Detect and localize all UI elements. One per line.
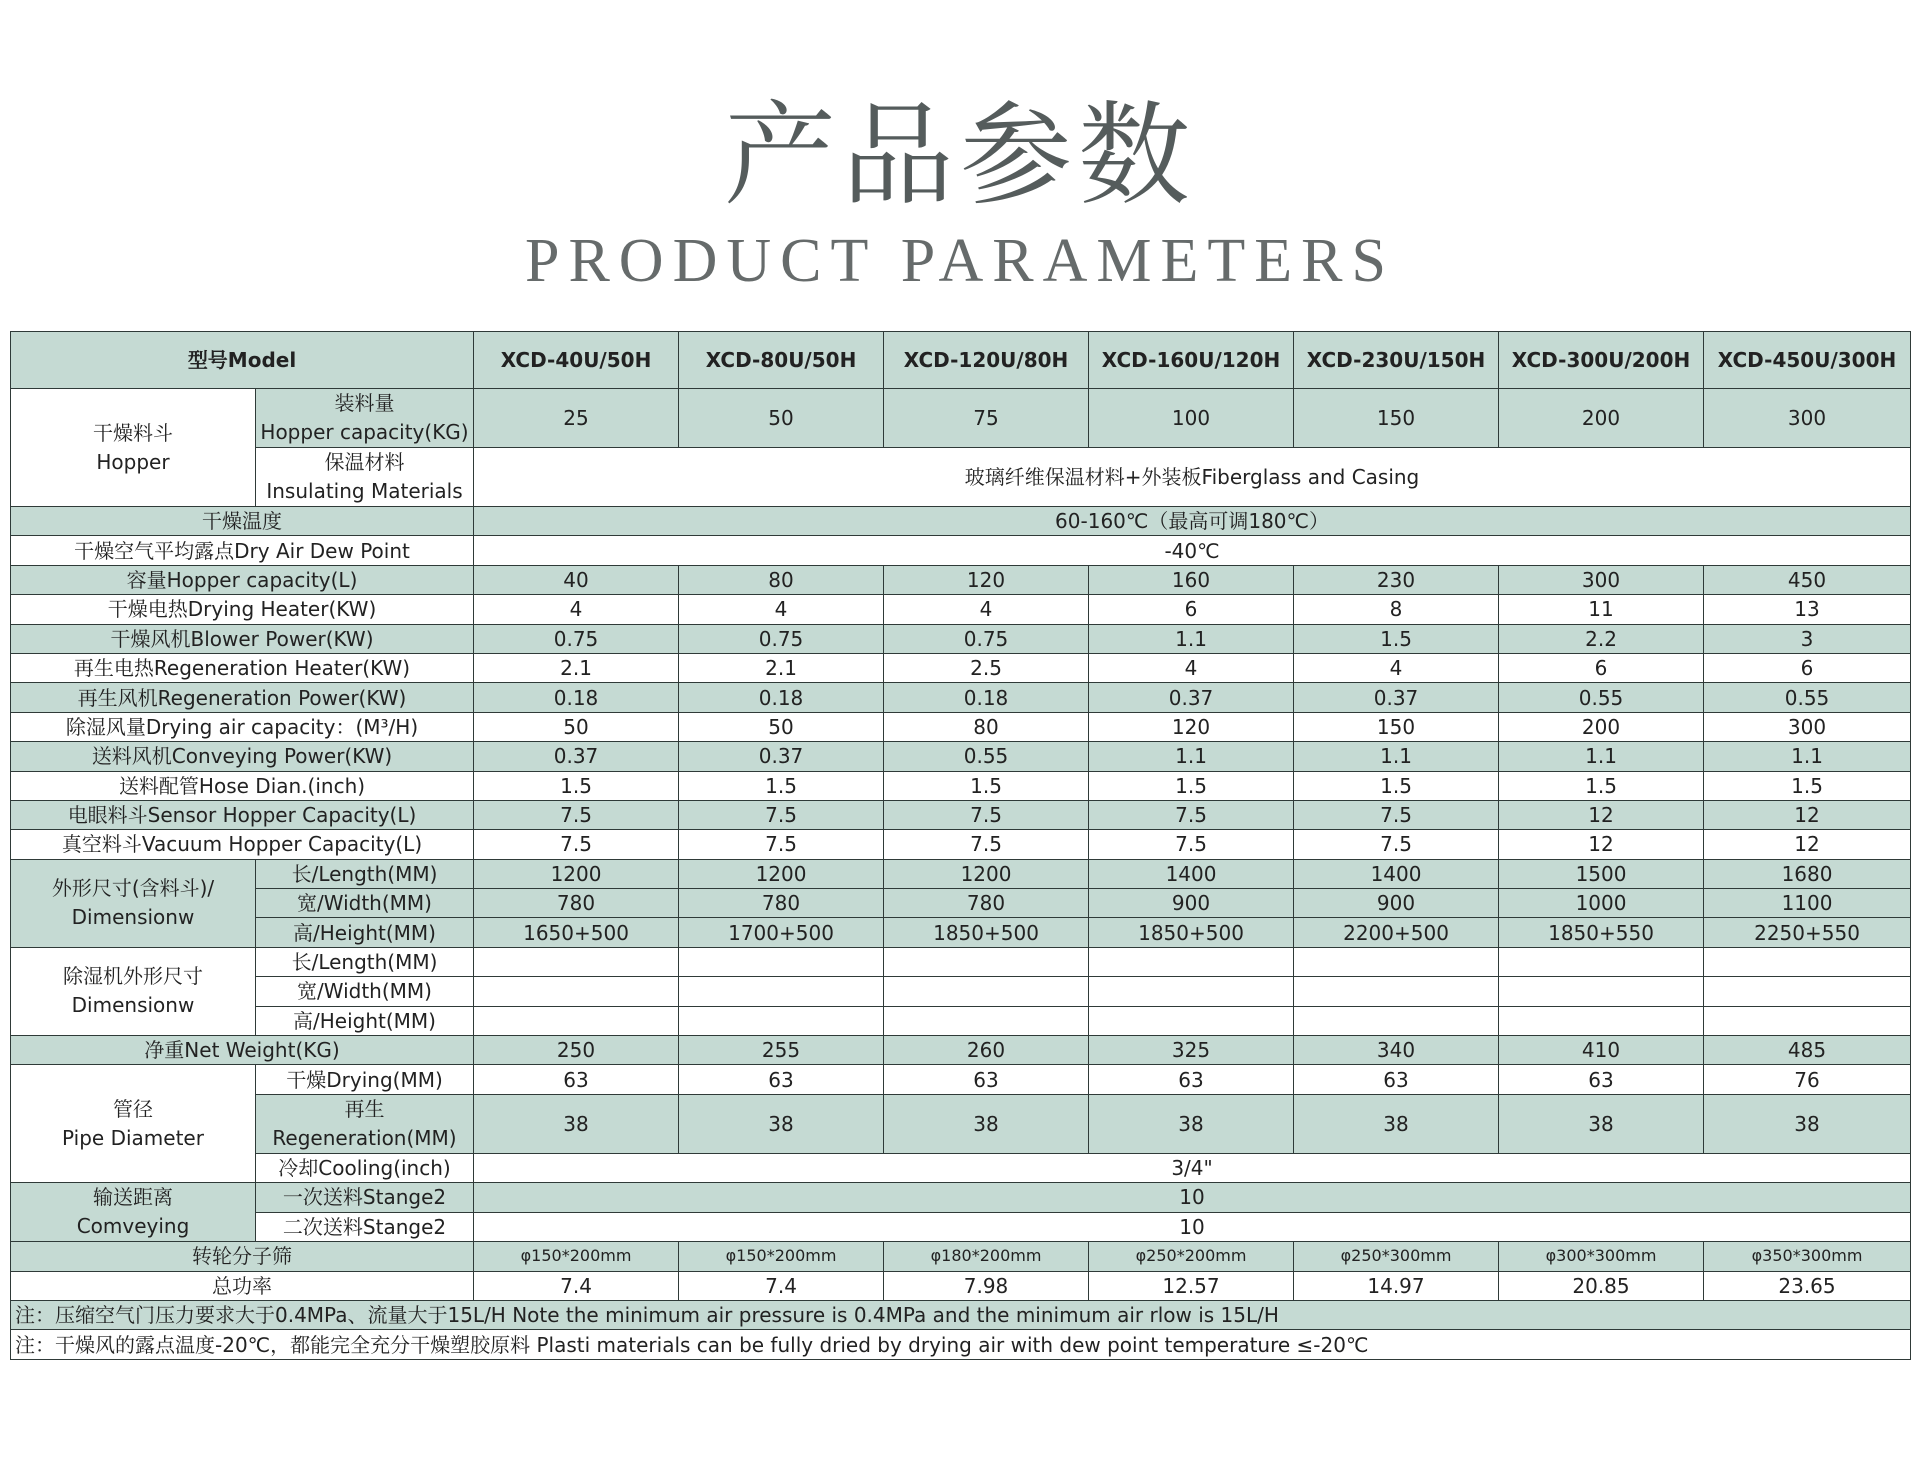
row-label: 送料风机Conveying Power(KW) <box>11 742 474 771</box>
cell: 160 <box>1089 565 1294 594</box>
cell: 7.5 <box>679 800 884 829</box>
cell: 8 <box>1294 595 1499 624</box>
cell: 325 <box>1089 1036 1294 1065</box>
cell <box>884 947 1089 976</box>
cell: 1500 <box>1499 859 1704 888</box>
cell: 12 <box>1499 830 1704 859</box>
row-label: 再生风机Regeneration Power(KW) <box>11 683 474 712</box>
table-row <box>11 977 1911 1006</box>
cell: 4 <box>884 595 1089 624</box>
cell: 1100 <box>1704 889 1911 918</box>
cell: 7.5 <box>474 800 679 829</box>
table-row <box>11 1153 1911 1182</box>
cell: 0.75 <box>679 624 884 653</box>
label-en: Comveying <box>76 1214 190 1239</box>
cell: 38 <box>884 1094 1089 1153</box>
table-row <box>11 1242 1911 1271</box>
cell: 0.55 <box>1704 683 1911 712</box>
label-cn: 除湿机外形尺寸 <box>63 964 203 989</box>
row-label: 总功率 <box>11 1271 474 1300</box>
cell: φ250*200mm <box>1089 1242 1294 1271</box>
cell: 4 <box>1294 653 1499 682</box>
table-row <box>11 947 1911 976</box>
cell: 38 <box>474 1094 679 1153</box>
cell: 100 <box>1089 389 1294 448</box>
cell: 20.85 <box>1499 1271 1704 1300</box>
table-row <box>11 1271 1911 1300</box>
cell: 38 <box>1294 1094 1499 1153</box>
table-row <box>11 389 1911 448</box>
cell: 450 <box>1704 565 1911 594</box>
cell: 300 <box>1704 712 1911 741</box>
cell <box>679 1006 884 1035</box>
row-label: 电眼料斗Sensor Hopper Capacity(L) <box>11 800 474 829</box>
cell: 4 <box>679 595 884 624</box>
cell: 120 <box>1089 712 1294 741</box>
cell <box>1294 947 1499 976</box>
cell <box>1089 1006 1294 1035</box>
row-label: 冷却Cooling(inch) <box>256 1153 474 1182</box>
table-row <box>11 624 1911 653</box>
table-row <box>11 448 1911 507</box>
cell: φ250*300mm <box>1294 1242 1499 1271</box>
cell <box>884 977 1089 1006</box>
table-row <box>11 742 1911 771</box>
table-row <box>11 1006 1911 1035</box>
page-title-cn: 产品参数 <box>724 91 1196 221</box>
cell: 12 <box>1704 800 1911 829</box>
cell: φ300*300mm <box>1499 1242 1704 1271</box>
cell: 11 <box>1499 595 1704 624</box>
model-col: XCD-160U/120H <box>1089 332 1294 389</box>
cell <box>679 977 884 1006</box>
row-label: 干燥风机Blower Power(KW) <box>11 624 474 653</box>
model-col: XCD-450U/300H <box>1704 332 1911 389</box>
note-dew-point: 注：干燥风的露点温度-20℃，都能完全充分干燥塑胶原料 Plasti materials can be fully dried by drying air with dew point temperature ≤-20℃ <box>11 1330 1911 1359</box>
row-label: 长/Length(MM) <box>256 859 474 888</box>
cell: 2.1 <box>474 653 679 682</box>
stage2-value: 10 <box>474 1212 1911 1242</box>
pipe-group-label <box>11 1065 256 1183</box>
cell: 1.1 <box>1089 742 1294 771</box>
cell: 6 <box>1704 653 1911 682</box>
table-row <box>11 1094 1911 1153</box>
cell: 7.5 <box>1294 800 1499 829</box>
cell: 1650+500 <box>474 918 679 947</box>
row-label: 容量Hopper capacity(L) <box>11 565 474 594</box>
row-label: 再生电热Regeneration Heater(KW) <box>11 653 474 682</box>
hopper-group-cn: 干燥料斗 <box>93 420 173 445</box>
cell: 76 <box>1704 1065 1911 1094</box>
cell: 1.5 <box>1294 624 1499 653</box>
row-label: 真空料斗Vacuum Hopper Capacity(L) <box>11 830 474 859</box>
table-row <box>11 1183 1911 1213</box>
table-row <box>11 918 1911 947</box>
cooling-value: 3/4" <box>474 1153 1911 1182</box>
table-row <box>11 1330 1911 1359</box>
parameters-table <box>10 331 1911 1360</box>
cell: 340 <box>1294 1036 1499 1065</box>
cell: 1.5 <box>1704 771 1911 800</box>
cell: 80 <box>884 712 1089 741</box>
drying-temp-value: 60-160℃（最高可调180℃） <box>474 507 1911 536</box>
table-row <box>11 889 1911 918</box>
cell: 0.18 <box>679 683 884 712</box>
table-row <box>11 1212 1911 1242</box>
page-title-en: PRODUCT PARAMETERS <box>524 227 1396 295</box>
cell: 63 <box>1089 1065 1294 1094</box>
cell: 120 <box>884 565 1089 594</box>
cell: 0.75 <box>884 624 1089 653</box>
cell: 150 <box>1294 712 1499 741</box>
cell: 300 <box>1704 389 1911 448</box>
cell: 1.5 <box>884 771 1089 800</box>
cell: 0.37 <box>1294 683 1499 712</box>
cell: 50 <box>474 712 679 741</box>
cell: 7.4 <box>679 1271 884 1300</box>
model-col: XCD-300U/200H <box>1499 332 1704 389</box>
cell: 0.37 <box>1089 683 1294 712</box>
cell: 2.5 <box>884 653 1089 682</box>
cell: 1.5 <box>1499 771 1704 800</box>
cell: 1.5 <box>474 771 679 800</box>
cell: 300 <box>1499 565 1704 594</box>
stage1-value: 10 <box>474 1183 1911 1213</box>
cell: 4 <box>1089 653 1294 682</box>
note-pressure: 注：压缩空气门压力要求大于0.4MPa、流量大于15L/H Note the minimum air pressure is 0.4MPa and the minimum air rlow is 15L/H <box>11 1300 1911 1329</box>
table-row <box>11 1300 1911 1329</box>
cell <box>474 1006 679 1035</box>
cell: 7.98 <box>884 1271 1089 1300</box>
cell: 12 <box>1499 800 1704 829</box>
cell: 7.5 <box>1294 830 1499 859</box>
hopper-group-en: Hopper <box>96 449 170 474</box>
cell: 14.97 <box>1294 1271 1499 1300</box>
cell: 200 <box>1499 389 1704 448</box>
cell: 63 <box>474 1065 679 1094</box>
cell: 12.57 <box>1089 1271 1294 1300</box>
row-label: 干燥电热Drying Heater(KW) <box>11 595 474 624</box>
cell: 230 <box>1294 565 1499 594</box>
cell <box>1704 947 1911 976</box>
cell <box>1294 977 1499 1006</box>
cell: 3 <box>1704 624 1911 653</box>
model-col: XCD-80U/50H <box>679 332 884 389</box>
label-cn: 外形尺寸(含料斗)/ <box>51 876 215 901</box>
label-cn: 输送距离 <box>93 1185 173 1210</box>
dew-point-label: 干燥空气平均露点Dry Air Dew Point <box>11 536 474 565</box>
label-en: Dimensionw <box>71 905 195 930</box>
cell: 0.18 <box>474 683 679 712</box>
cell: 780 <box>884 889 1089 918</box>
cell: 0.37 <box>679 742 884 771</box>
cell: φ150*200mm <box>679 1242 884 1271</box>
label-en: Hopper capacity(KG) <box>260 420 469 444</box>
cell: 63 <box>1499 1065 1704 1094</box>
model-col: XCD-120U/80H <box>884 332 1089 389</box>
cell: 38 <box>1089 1094 1294 1153</box>
cell <box>1499 977 1704 1006</box>
cell: 12 <box>1704 830 1911 859</box>
regeneration-label <box>256 1094 474 1153</box>
cell: 0.18 <box>884 683 1089 712</box>
cell: 7.5 <box>884 800 1089 829</box>
insulation-label <box>256 448 474 507</box>
cell: 0.75 <box>474 624 679 653</box>
cell: 1400 <box>1294 859 1499 888</box>
cell: 485 <box>1704 1036 1911 1065</box>
cell: 7.5 <box>679 830 884 859</box>
cell: 63 <box>679 1065 884 1094</box>
row-label: 宽/Width(MM) <box>256 977 474 1006</box>
cell <box>1089 977 1294 1006</box>
model-col: XCD-40U/50H <box>474 332 679 389</box>
cell: 1680 <box>1704 859 1911 888</box>
cell: 260 <box>884 1036 1089 1065</box>
label-cn: 装料量 <box>334 391 395 415</box>
cell: 900 <box>1089 889 1294 918</box>
row-label: 一次送料Stange2 <box>256 1183 474 1213</box>
table-row <box>11 565 1911 594</box>
cell <box>474 977 679 1006</box>
label-en: Pipe Diameter <box>62 1125 204 1150</box>
cell <box>679 947 884 976</box>
table-row <box>11 800 1911 829</box>
cell: 2250+550 <box>1704 918 1911 947</box>
row-label: 转轮分子筛 <box>11 1242 474 1271</box>
conveying-group-label <box>11 1183 256 1242</box>
row-label: 干燥Drying(MM) <box>256 1065 474 1094</box>
table-row <box>11 771 1911 800</box>
cell: 1200 <box>474 859 679 888</box>
cell: 150 <box>1294 389 1499 448</box>
cell: 1400 <box>1089 859 1294 888</box>
cell: 1200 <box>679 859 884 888</box>
table-row <box>11 859 1911 888</box>
cell: 7.4 <box>474 1271 679 1300</box>
table-row <box>11 507 1911 536</box>
cell: 7.5 <box>884 830 1089 859</box>
cell: 7.5 <box>1089 830 1294 859</box>
cell: 250 <box>474 1036 679 1065</box>
dimension-group-label <box>11 859 256 947</box>
cell: 6 <box>1499 653 1704 682</box>
label-en: Regeneration(MM) <box>272 1125 457 1150</box>
row-label: 净重Net Weight(KG) <box>11 1036 474 1065</box>
cell: 23.65 <box>1704 1271 1911 1300</box>
cell: 2200+500 <box>1294 918 1499 947</box>
table-row <box>11 536 1911 565</box>
cell: 7.5 <box>1089 800 1294 829</box>
cell: 38 <box>679 1094 884 1153</box>
table-row <box>11 1065 1911 1094</box>
label-cn: 管径 <box>113 1096 153 1121</box>
label-en: Dimensionw <box>71 993 195 1018</box>
cell: 0.55 <box>884 742 1089 771</box>
label-en: Insulating Materials <box>266 479 463 503</box>
cell: 63 <box>1294 1065 1499 1094</box>
row-label: 送料配管Hose Dian.(inch) <box>11 771 474 800</box>
table-row <box>11 712 1911 741</box>
cell: 2.2 <box>1499 624 1704 653</box>
cell: 75 <box>884 389 1089 448</box>
dehumidifier-group-label <box>11 947 256 1035</box>
cell: 38 <box>1499 1094 1704 1153</box>
cell: 0.37 <box>474 742 679 771</box>
cell <box>474 947 679 976</box>
table-row <box>11 830 1911 859</box>
cell <box>1704 977 1911 1006</box>
cell: 200 <box>1499 712 1704 741</box>
row-label: 长/Length(MM) <box>256 947 474 976</box>
cell: 1.5 <box>1089 771 1294 800</box>
label-cn: 保温材料 <box>324 450 405 474</box>
drying-temp-label: 干燥温度 <box>11 507 474 536</box>
cell <box>1499 947 1704 976</box>
row-label: 除湿风量Drying air capacity：(M³/H) <box>11 712 474 741</box>
header-row <box>11 332 1911 389</box>
cell: 6 <box>1089 595 1294 624</box>
cell: 2.1 <box>679 653 884 682</box>
cell: 50 <box>679 712 884 741</box>
table-row <box>11 595 1911 624</box>
cell: 7.5 <box>474 830 679 859</box>
cell: 1.1 <box>1704 742 1911 771</box>
row-label: 高/Height(MM) <box>256 1006 474 1035</box>
cell: 780 <box>474 889 679 918</box>
cell: 1850+500 <box>884 918 1089 947</box>
cell: 1.1 <box>1294 742 1499 771</box>
cell: 1000 <box>1499 889 1704 918</box>
cell: φ150*200mm <box>474 1242 679 1271</box>
cell: 40 <box>474 565 679 594</box>
cell: 80 <box>679 565 884 594</box>
cell <box>1294 1006 1499 1035</box>
cell: 0.55 <box>1499 683 1704 712</box>
model-col: XCD-230U/150H <box>1294 332 1499 389</box>
hopper-capacity-label <box>256 389 474 448</box>
cell: 1.5 <box>1294 771 1499 800</box>
dew-point-value: -40℃ <box>474 536 1911 565</box>
cell: 780 <box>679 889 884 918</box>
cell: φ350*300mm <box>1704 1242 1911 1271</box>
cell <box>1089 947 1294 976</box>
cell: 63 <box>884 1065 1089 1094</box>
cell: φ180*200mm <box>884 1242 1089 1271</box>
row-label: 二次送料Stange2 <box>256 1212 474 1242</box>
cell: 1700+500 <box>679 918 884 947</box>
cell: 1850+550 <box>1499 918 1704 947</box>
cell: 4 <box>474 595 679 624</box>
cell: 900 <box>1294 889 1499 918</box>
cell: 1.1 <box>1499 742 1704 771</box>
cell: 255 <box>679 1036 884 1065</box>
table-row <box>11 653 1911 682</box>
cell: 1.5 <box>679 771 884 800</box>
cell: 1.1 <box>1089 624 1294 653</box>
cell: 13 <box>1704 595 1911 624</box>
table-row <box>11 1036 1911 1065</box>
hopper-group-label <box>11 389 256 507</box>
cell: 38 <box>1704 1094 1911 1153</box>
cell: 410 <box>1499 1036 1704 1065</box>
model-header: 型号Model <box>11 332 474 389</box>
cell: 50 <box>679 389 884 448</box>
cell: 1850+500 <box>1089 918 1294 947</box>
cell: 1200 <box>884 859 1089 888</box>
cell <box>884 1006 1089 1035</box>
label-cn: 再生 <box>344 1096 385 1121</box>
table-row <box>11 683 1911 712</box>
insulation-value: 玻璃纤维保温材料+外装板Fiberglass and Casing <box>474 448 1911 507</box>
cell <box>1704 1006 1911 1035</box>
row-label: 高/Height(MM) <box>256 918 474 947</box>
cell <box>1499 1006 1704 1035</box>
row-label: 宽/Width(MM) <box>256 889 474 918</box>
cell: 25 <box>474 389 679 448</box>
